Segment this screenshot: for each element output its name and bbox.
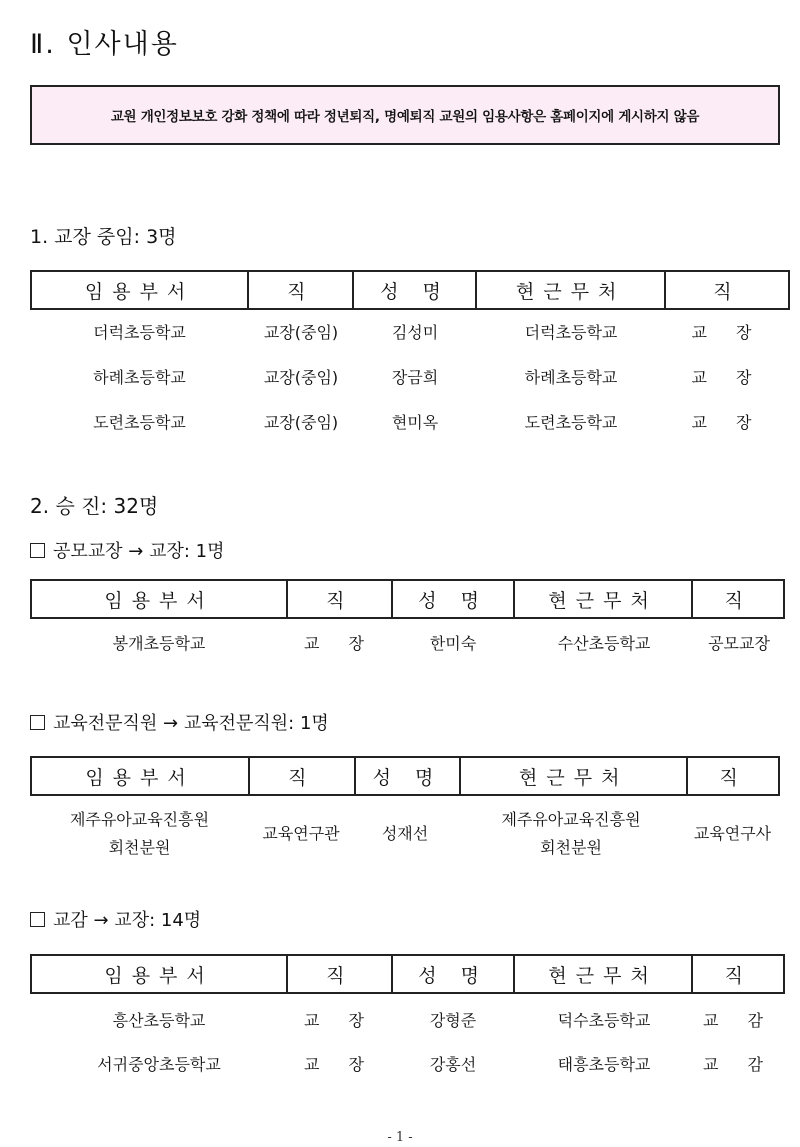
table-row	[30, 320, 790, 343]
header-position2: 직	[692, 955, 784, 993]
header-position: 직	[287, 580, 392, 618]
cell-dept: 하례초등학교	[93, 368, 186, 387]
cell-current: 수산초등학교	[557, 634, 651, 653]
checkbox-square-icon	[30, 912, 45, 927]
table-row	[30, 410, 790, 433]
header-current: 현근무처	[514, 955, 693, 993]
cell-name: 성재선	[381, 824, 429, 843]
cell-dept	[30, 806, 249, 862]
subsection-3-title	[30, 906, 201, 932]
subsection-1-label: 공모교장 → 교장: 1명	[53, 541, 225, 562]
table-row	[30, 1052, 784, 1075]
cell-position: 교장(중임)	[263, 413, 339, 432]
cell-position2: 교육연구사	[693, 824, 772, 843]
cell-name: 장금희	[391, 368, 439, 387]
cell-position2: 교 장	[691, 413, 764, 432]
cell-current: 태흥초등학교	[557, 1055, 651, 1074]
header-position: 직	[287, 955, 392, 993]
header-current: 현근무처	[476, 271, 664, 309]
cell-position2: 교 감	[703, 1055, 775, 1074]
header-position: 직	[248, 271, 353, 309]
header-name: 성 명	[392, 955, 513, 993]
subsection-2-title	[30, 709, 329, 735]
header-name: 성 명	[353, 271, 476, 309]
subsection-3-table-header	[30, 954, 785, 994]
cell-dept: 서귀중앙초등학교	[97, 1055, 221, 1074]
checkbox-square-icon	[30, 715, 45, 730]
cell-current	[457, 806, 685, 862]
cell-position: 교 장	[304, 634, 376, 653]
header-dept: 임용부서	[31, 955, 287, 993]
header-position: 직	[249, 757, 355, 795]
cell-dept-line1: 제주유아교육진흥원	[69, 810, 210, 829]
cell-position2: 교 장	[691, 368, 764, 387]
header-name: 성 명	[392, 580, 513, 618]
page-title: Ⅱ. 인사내용	[30, 29, 179, 60]
header-position2: 직	[665, 271, 789, 309]
header-name: 성 명	[355, 757, 461, 795]
table-row	[30, 1008, 784, 1031]
cell-current: 덕수초등학교	[557, 1011, 651, 1030]
cell-position: 교 장	[304, 1055, 376, 1074]
cell-dept-line2: 회천분원	[108, 838, 171, 857]
page-number: - 1 -	[387, 1130, 413, 1145]
cell-name: 강홍선	[429, 1055, 477, 1074]
subsection-3-label: 교감 → 교장: 14명	[53, 910, 202, 931]
cell-name: 김성미	[391, 323, 439, 342]
section-1-table-header	[30, 270, 790, 310]
table-row	[30, 365, 790, 388]
header-dept: 임용부서	[31, 757, 249, 795]
cell-position: 교장(중임)	[263, 368, 339, 387]
cell-current-line1: 제주유아교육진흥원	[501, 810, 641, 829]
cell-name: 강형준	[429, 1011, 477, 1030]
subsection-2-label: 교육전문직원 → 교육전문직원: 1명	[53, 713, 329, 734]
table-row	[30, 806, 780, 862]
cell-position2: 교 감	[703, 1011, 775, 1030]
cell-dept: 더럭초등학교	[93, 323, 186, 342]
header-current: 현근무처	[514, 580, 693, 618]
header-position2: 직	[687, 757, 779, 795]
section-1-title: 1. 교장 중임: 3명	[30, 226, 177, 248]
cell-dept: 흥산초등학교	[112, 1011, 206, 1030]
cell-current: 도련초등학교	[524, 413, 618, 432]
checkbox-square-icon	[30, 543, 45, 558]
header-current: 현근무처	[460, 757, 687, 795]
table-row	[30, 631, 784, 654]
cell-position2: 교 장	[691, 323, 764, 342]
section-2-title: 2. 승 진: 32명	[30, 494, 159, 518]
cell-name: 현미옥	[391, 413, 439, 432]
subsection-2-table-header	[30, 756, 780, 796]
privacy-notice	[30, 85, 780, 145]
cell-current: 더럭초등학교	[524, 323, 618, 342]
header-position2: 직	[692, 580, 784, 618]
subsection-1-title	[30, 537, 224, 563]
cell-position: 교장(중임)	[263, 323, 339, 342]
cell-name: 한미숙	[429, 634, 477, 653]
cell-current: 하례초등학교	[524, 368, 618, 387]
cell-position: 교 장	[304, 1011, 376, 1030]
subsection-1-table-header	[30, 579, 785, 619]
cell-position2: 공모교장	[708, 634, 770, 653]
cell-dept: 도련초등학교	[93, 413, 186, 432]
cell-dept: 봉개초등학교	[112, 634, 206, 653]
privacy-notice-text: 교원 개인정보보호 강화 정책에 따라 정년퇴직, 명예퇴직 교원의 임용사항은 홈페이지에 게시하지 않음	[110, 109, 700, 125]
cell-current-line2: 회천분원	[540, 838, 602, 857]
header-dept: 임용부서	[31, 271, 248, 309]
header-dept: 임용부서	[31, 580, 287, 618]
cell-position: 교육연구관	[262, 824, 340, 843]
